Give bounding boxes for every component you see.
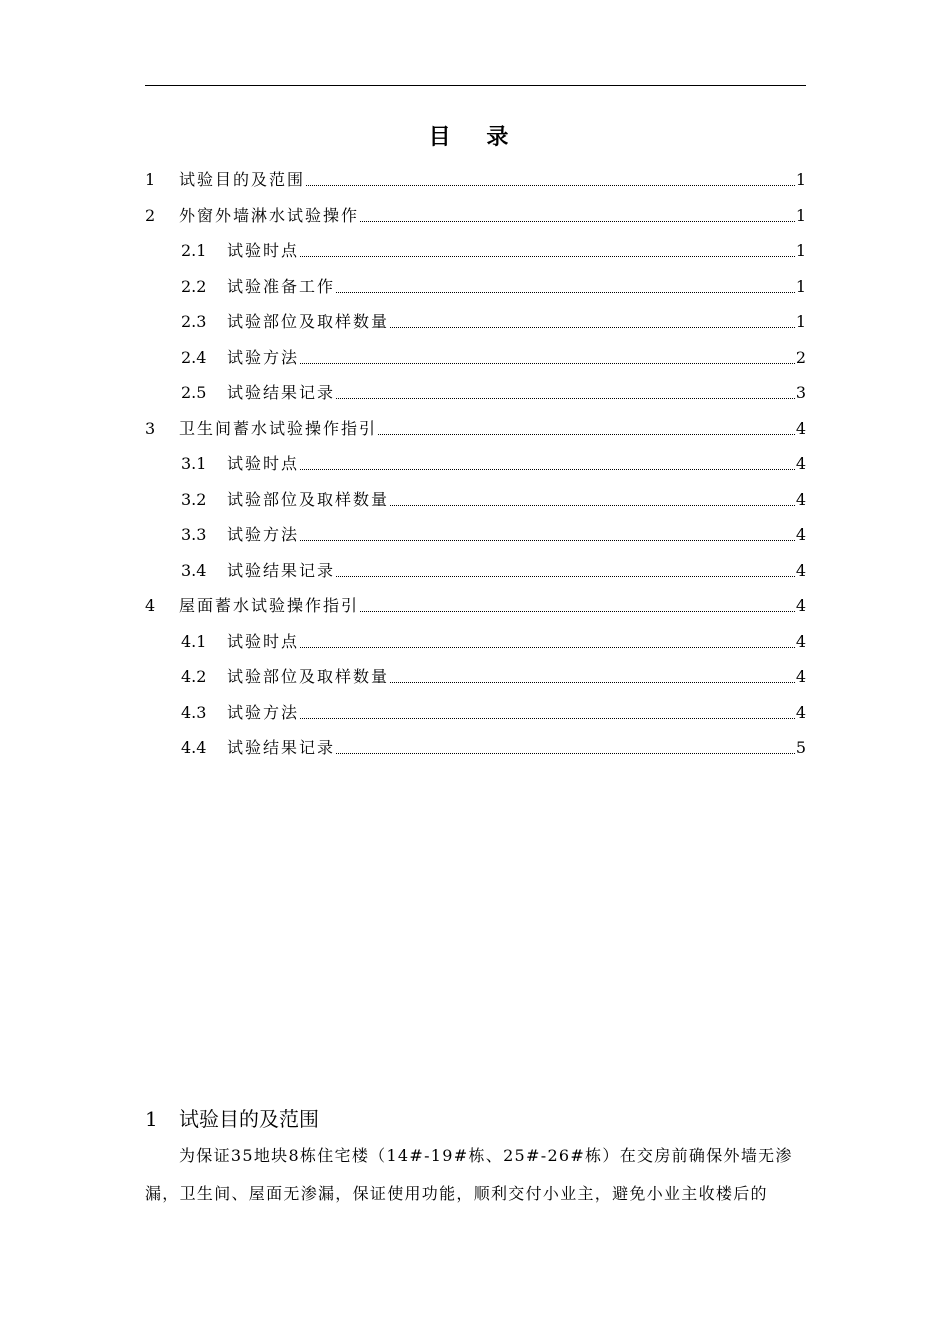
section-number: 1	[145, 1107, 158, 1131]
toc-entry-number: 1	[145, 170, 156, 189]
toc-entry-title: 试验方法	[227, 347, 300, 367]
toc-entry[interactable]	[145, 267, 806, 297]
toc-entry-title: 试验准备工作	[227, 276, 336, 296]
body-paragraph-line-2: 漏，卫生间、屋面无渗漏，保证使用功能，顺利交付小业主，避免小业主收楼后的	[145, 1184, 768, 1203]
toc-leader-dots	[336, 398, 795, 399]
toc-leader-dots	[360, 221, 795, 222]
toc-leader-dots	[300, 469, 795, 470]
toc-entry-page: 4	[795, 667, 806, 686]
toc-entry[interactable]	[145, 160, 806, 190]
toc-leader-dots	[336, 576, 795, 577]
toc-entry[interactable]	[145, 728, 806, 758]
toc-entry-title: 试验部位及取样数量	[227, 667, 390, 686]
toc-entry-title: 屋面蓄水试验操作指引	[179, 596, 360, 615]
toc-entry[interactable]	[145, 693, 806, 723]
header-rule	[145, 85, 806, 86]
toc-entry-title: 试验时点	[227, 454, 300, 473]
toc-leader-dots	[360, 611, 795, 612]
toc-entry-page: 1	[795, 312, 806, 331]
toc-entry[interactable]	[145, 551, 806, 581]
toc-entry-number: 2.5	[181, 383, 207, 402]
toc-entry-page: 4	[795, 702, 806, 722]
toc-entry-page: 1	[795, 241, 806, 260]
toc-entry[interactable]	[145, 409, 806, 439]
toc-entry[interactable]	[145, 480, 806, 510]
toc-entry-title: 外窗外墙淋水试验操作	[179, 205, 360, 225]
toc-entry-number: 2	[145, 205, 156, 225]
toc-entry-number: 4	[145, 596, 156, 615]
toc-entry-number: 2.3	[181, 312, 207, 331]
toc-entry-page: 4	[795, 454, 806, 473]
toc-leader-dots	[378, 434, 795, 435]
toc-entry-page: 3	[795, 383, 806, 402]
toc-entry-page: 4	[795, 596, 806, 615]
toc-entry-title: 试验目的及范围	[179, 170, 306, 189]
toc-entry-page: 4	[795, 418, 806, 438]
toc-entry-title: 试验部位及取样数量	[227, 312, 390, 331]
toc-entry-number: 2.1	[181, 241, 207, 260]
toc-entry[interactable]	[145, 586, 806, 616]
toc-entry-page: 2	[795, 347, 806, 367]
toc-entry-number: 3	[145, 418, 156, 438]
toc-entry[interactable]	[145, 515, 806, 545]
toc-entry[interactable]	[145, 338, 806, 368]
toc-entry[interactable]	[145, 302, 806, 332]
toc-leader-dots	[300, 363, 795, 364]
toc-entry-number: 2.4	[181, 347, 207, 367]
toc-leader-dots	[300, 647, 795, 648]
toc-leader-dots	[300, 718, 795, 719]
toc-entry-page: 4	[795, 489, 806, 509]
toc-entry[interactable]	[145, 196, 806, 226]
section-title: 试验目的及范围	[179, 1107, 319, 1131]
toc-entry-number: 3.4	[181, 560, 207, 580]
toc-entry-title: 试验结果记录	[227, 738, 336, 757]
toc-entry-title: 试验结果记录	[227, 560, 336, 580]
toc-entry-number: 3.2	[181, 489, 207, 509]
toc-entry-page: 4	[795, 631, 806, 651]
toc-leader-dots	[390, 682, 795, 683]
toc-entry-page: 1	[795, 205, 806, 225]
toc-leader-dots	[390, 505, 795, 506]
toc-entry-number: 3.1	[181, 454, 207, 473]
toc-entry[interactable]	[145, 444, 806, 474]
toc-entry-number: 3.3	[181, 525, 207, 544]
toc-entry-title: 试验结果记录	[227, 383, 336, 402]
toc-entry[interactable]	[145, 657, 806, 687]
toc-entry-number: 4.1	[181, 631, 207, 651]
toc-leader-dots	[336, 292, 795, 293]
toc-leader-dots	[300, 256, 795, 257]
toc-entry-page: 5	[795, 738, 806, 757]
toc-entry-page: 4	[795, 560, 806, 580]
toc-entry-page: 1	[795, 276, 806, 296]
toc-entry-number: 4.2	[181, 667, 207, 686]
toc-entry-title: 试验方法	[227, 525, 300, 544]
toc-entry[interactable]	[145, 231, 806, 261]
section-heading	[145, 1103, 319, 1132]
toc-entry-title: 试验时点	[227, 631, 300, 651]
toc-entry-title: 试验部位及取样数量	[227, 489, 390, 509]
toc-entry-number: 4.4	[181, 738, 207, 757]
body-paragraph-line-1: 为保证35地块8栋住宅楼（14#-19#栋、25#-26#栋）在交房前确保外墙无渗	[179, 1146, 793, 1165]
toc-entry-title: 卫生间蓄水试验操作指引	[179, 418, 378, 438]
toc-entry-number: 4.3	[181, 702, 207, 722]
toc-leader-dots	[390, 327, 795, 328]
toc-leader-dots	[300, 540, 795, 541]
toc-leader-dots	[306, 185, 795, 186]
toc-entry-page: 4	[795, 525, 806, 544]
toc-leader-dots	[336, 753, 795, 754]
toc-entry-title: 试验时点	[227, 241, 300, 260]
toc-entry[interactable]	[145, 622, 806, 652]
toc-heading: 目 录	[428, 125, 523, 150]
toc-entry-page: 1	[795, 170, 806, 189]
toc-entry-number: 2.2	[181, 276, 207, 296]
toc-entry[interactable]	[145, 373, 806, 403]
toc-entry-title: 试验方法	[227, 702, 300, 722]
